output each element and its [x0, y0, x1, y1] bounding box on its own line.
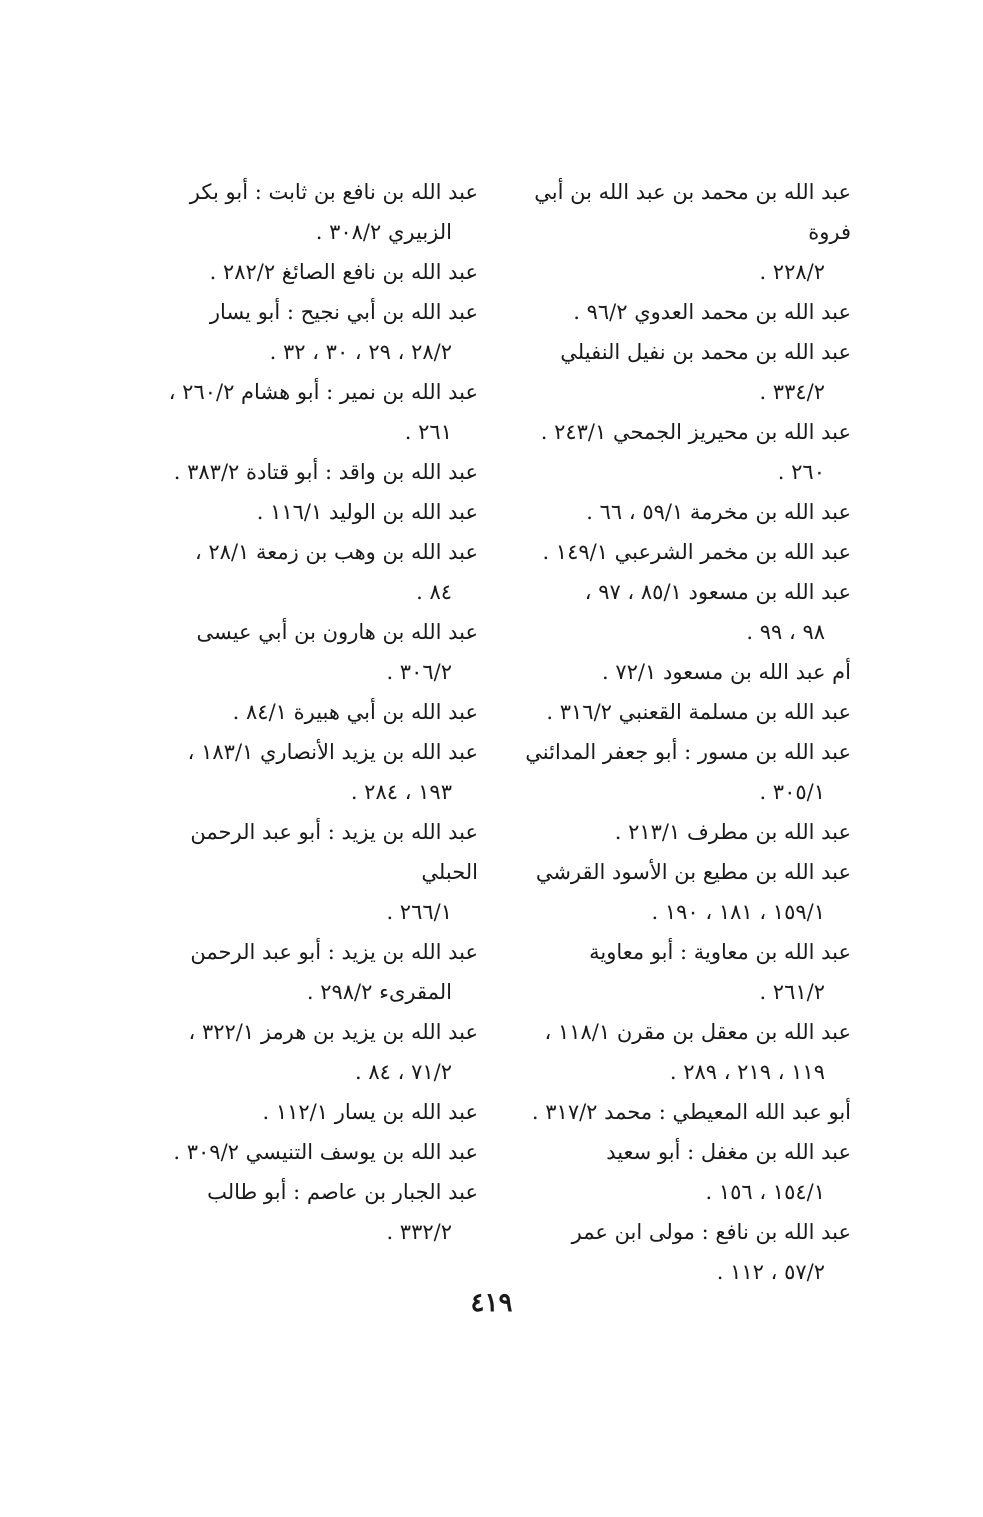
index-entry	[133, 292, 478, 372]
index-entry-heading: عبد الله بن يزيد : أبو عبد الرحمن الحبلي	[190, 820, 478, 884]
index-entry-heading: أم عبد الله بن مسعود ٧٢/١ .	[602, 660, 851, 684]
index-entry-heading: عبد الله بن وهب بن زمعة ٢٨/١ ،	[194, 540, 478, 564]
index-entry-heading: عبد الله بن هارون بن أبي عيسى	[196, 620, 478, 644]
index-entry-heading: عبد الله بن الوليد ١١٦/١ .	[256, 500, 478, 524]
index-entry	[521, 1212, 851, 1292]
index-entry-heading: عبد الله بن أبي هبيرة ٨٤/١ .	[232, 700, 478, 724]
index-entry-heading: عبد الله بن مسلمة القعنبي ٣١٦/٢ .	[546, 700, 851, 724]
index-entry	[521, 492, 851, 532]
index-entry-heading: عبد الله بن يزيد بن هرمز ٣٢٢/١ ،	[188, 1020, 478, 1044]
index-entry	[521, 1092, 851, 1132]
index-entry	[133, 692, 478, 732]
index-entry	[521, 732, 851, 812]
index-entry	[521, 812, 851, 852]
index-entry-references: ٢٨/٢ ، ٢٩ ، ٣٠ ، ٣٢ .	[269, 340, 452, 364]
index-entry	[521, 292, 851, 332]
index-entry-heading: عبد الله بن مطرف ٢١٣/١ .	[614, 820, 851, 844]
index-entry-references: ١٩٣ ، ٢٨٤ .	[350, 780, 452, 804]
index-entry-heading: عبد الله بن نمير : أبو هشام ٢٦٠/٢ ،	[168, 380, 478, 404]
index-entry-references: ١١٩ ، ٢١٩ ، ٢٨٩ .	[669, 1060, 825, 1084]
index-entry-heading: أبو عبد الله المعيطي : محمد ٣١٧/٢ .	[531, 1100, 851, 1124]
index-entry-heading: عبد الله بن معقل بن مقرن ١١٨/١ ،	[544, 1020, 851, 1044]
index-entry-references: ٢٢٨/٢ .	[759, 260, 825, 284]
index-entry-references: ٣٠٥/١ .	[759, 780, 825, 804]
index-entry-heading: عبد الله بن محمد بن عبد الله بن أبي فروة	[534, 180, 851, 244]
index-entry-heading: عبد الله بن مطيع بن الأسود القرشي	[535, 860, 851, 884]
index-entry-references: ١٥٩/١ ، ١٨١ ، ١٩٠ .	[651, 900, 825, 924]
index-entry-references: ٢٦٦/١ .	[386, 900, 452, 924]
index-column-left	[133, 172, 478, 1252]
index-entry	[521, 852, 851, 932]
index-entry-references: ٣٣٢/٢ .	[386, 1220, 452, 1244]
page-number: ٤١٩	[470, 1288, 513, 1318]
index-entry-heading: عبد الله بن يزيد : أبو عبد الرحمن	[190, 940, 478, 964]
index-entry	[133, 812, 478, 932]
index-entry-heading: عبد الله بن يوسف التنيسي ٣٠٩/٢ .	[173, 1140, 478, 1164]
index-entry	[521, 692, 851, 732]
index-entry	[521, 412, 851, 492]
index-entry-heading: عبد الله بن مخرمة ٥٩/١ ، ٦٦ .	[586, 500, 851, 524]
index-entry-references: ٨٤ .	[416, 580, 452, 604]
index-entry-references: ٣٣٤/٢ .	[759, 380, 825, 404]
index-entry	[133, 452, 478, 492]
index-entry	[521, 1012, 851, 1092]
index-entry-references: المقرىء ٢٩٨/٢ .	[306, 980, 452, 1004]
index-entry-heading: عبد الله بن أبي نجيح : أبو يسار	[209, 300, 478, 324]
index-entry	[521, 572, 851, 652]
index-entry-heading: عبد الله بن واقد : أبو قتادة ٣٨٣/٢ .	[173, 460, 478, 484]
index-entry-references: ٧١/٢ ، ٨٤ .	[355, 1060, 452, 1084]
index-entry	[521, 1132, 851, 1212]
index-entry	[521, 932, 851, 1012]
index-entry	[133, 612, 478, 692]
index-entry	[521, 172, 851, 292]
index-entry-heading: عبد الله بن يزيد الأنصاري ١٨٣/١ ،	[187, 740, 478, 764]
index-entry	[133, 252, 478, 292]
index-entry	[521, 652, 851, 692]
index-entry-references: ٢٦٠ .	[777, 460, 825, 484]
index-entry	[521, 332, 851, 412]
index-entry-heading: عبد الله بن مسور : أبو جعفر المدائني	[525, 740, 851, 764]
index-entry-heading: عبد الله بن معاوية : أبو معاوية	[589, 940, 851, 964]
index-entry-heading: عبد الله بن مسعود ٨٥/١ ، ٩٧ ،	[584, 580, 851, 604]
index-entry-heading: عبد الله بن نافع بن ثابت : أبو بكر	[189, 180, 478, 204]
index-entry-heading: عبد الله بن يسار ١١٢/١ .	[262, 1100, 478, 1124]
index-entry-heading: عبد الله بن محيريز الجمحي ٢٤٣/١ .	[540, 420, 851, 444]
index-entry	[133, 172, 478, 252]
index-entry-heading: عبد الجبار بن عاصم : أبو طالب	[207, 1180, 478, 1204]
index-entry-references: ٥٧/٢ ، ١١٢ .	[716, 1260, 825, 1284]
index-entry-heading: عبد الله بن مغفل : أبو سعيد	[606, 1140, 851, 1164]
index-entry-references: الزبيري ٣٠٨/٢ .	[315, 220, 452, 244]
index-entry-references: ٢٦١ .	[404, 420, 452, 444]
index-entry-heading: عبد الله بن نافع الصائغ ٢٨٢/٢ .	[209, 260, 478, 284]
index-entry	[133, 1092, 478, 1132]
index-entry	[133, 732, 478, 812]
index-entry	[133, 492, 478, 532]
index-entry	[133, 1012, 478, 1092]
index-entry	[133, 1132, 478, 1172]
index-entry-heading: عبد الله بن محمد بن نفيل النفيلي	[560, 340, 851, 364]
index-column-right	[521, 172, 851, 1292]
index-entry-references: ٢٦١/٢ .	[759, 980, 825, 1004]
index-entry-references: ٩٨ ، ٩٩ .	[746, 620, 825, 644]
index-entry-heading: عبد الله بن نافع : مولى ابن عمر	[571, 1220, 851, 1244]
index-entry-heading: عبد الله بن محمد العدوي ٩٦/٢ .	[573, 300, 851, 324]
index-entry-references: ١٥٤/١ ، ١٥٦ .	[705, 1180, 825, 1204]
index-entry	[521, 532, 851, 572]
index-entry	[133, 932, 478, 1012]
index-entry-references: ٣٠٦/٢ .	[386, 660, 452, 684]
index-entry-heading: عبد الله بن مخمر الشرعبي ١٤٩/١ .	[542, 540, 851, 564]
index-entry	[133, 532, 478, 612]
index-entry	[133, 1172, 478, 1252]
index-entry	[133, 372, 478, 452]
